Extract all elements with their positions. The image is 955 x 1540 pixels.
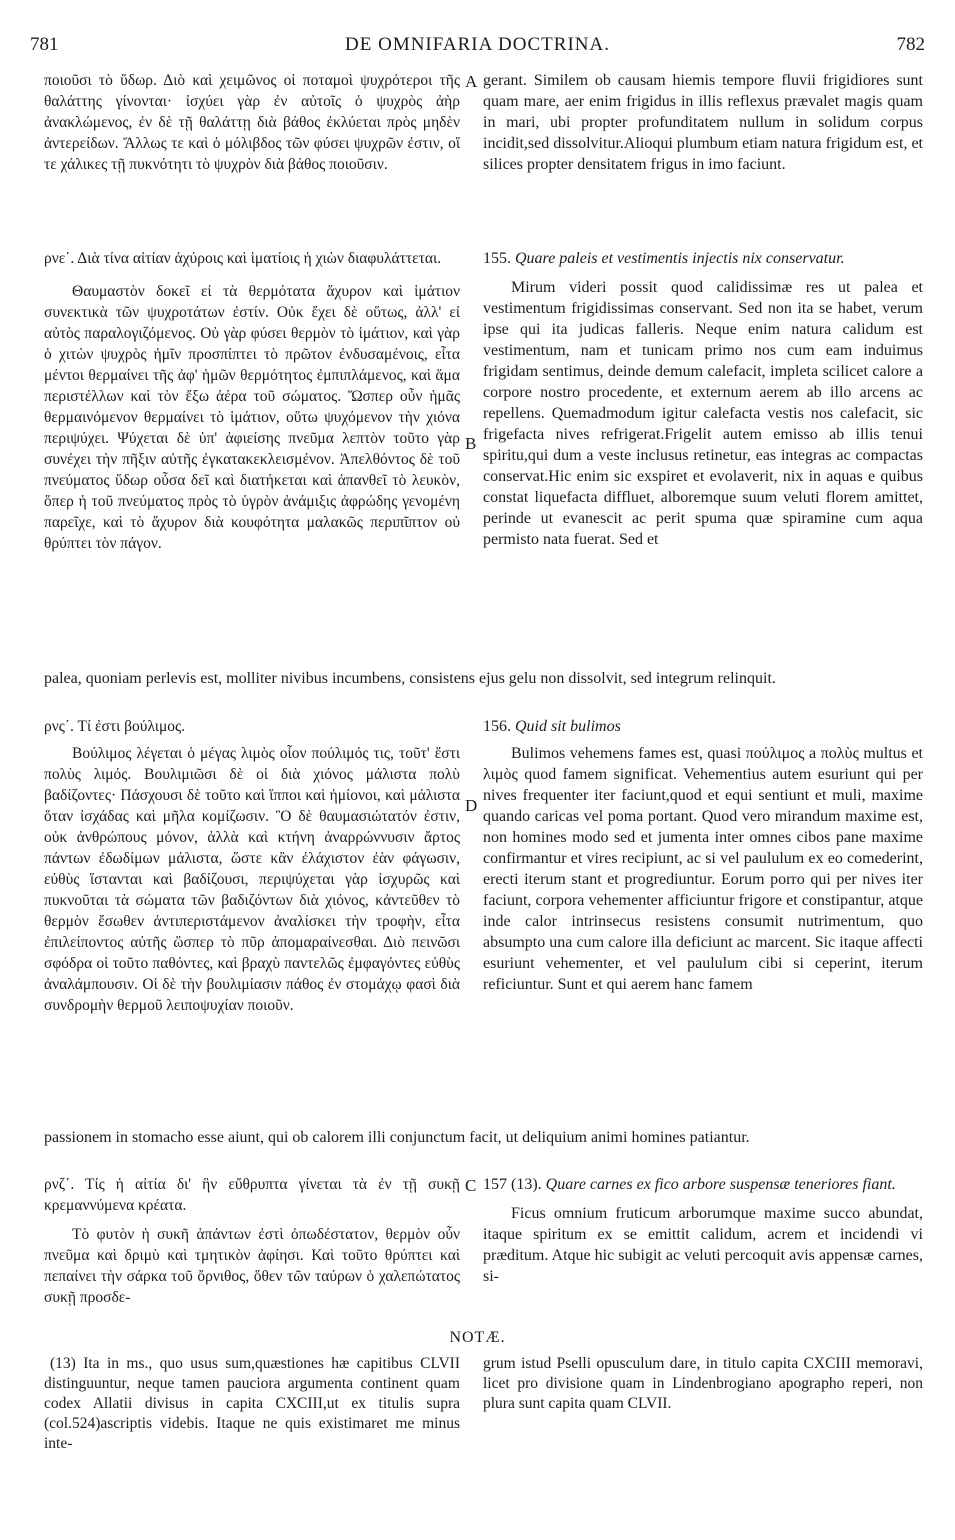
greek-paragraph-157: Τὸ φυτὸν ἡ συκῆ ἁπάντων ἐστὶ ὀπωδέστατον, θερμὸν οὖν πνεῦμα καὶ δριμὺ καὶ τμητικὸν ἀφίησι. Καὶ τοῦτο θρύπτει καὶ πεπαίνει τὴν σάρκα τοῦ ὄρνιθος, ὅθεν τῶν ταύρων ὁ χαλεπώτατος συκῇ προσδε- [44, 1226, 460, 1306]
latin-paragraph-157: Ficus omnium fruticum arborumque maxime succo abundat, itaque spiritum ex se emittit calidum, acrem et incidendi vi præditum. Atque hic subigit ac veluti percoquit avis appensæ carnes, si- [483, 1205, 923, 1285]
notes-heading: NOTÆ. [449, 1329, 506, 1346]
latin-heading-156 [483, 716, 923, 737]
latin-number-157: 157 (13). [483, 1176, 542, 1193]
latin-column-s157 [483, 1174, 923, 1287]
greek-column-s157 [44, 1174, 460, 1308]
latin-title-155: Quare paleis et vestimentis injectis nix conservatur. [515, 250, 845, 267]
page-number-left: 781 [30, 34, 59, 55]
margin-letter-d: D [465, 796, 478, 815]
latin-title-156: Quid sit bulimos [515, 718, 621, 735]
page-number-right: 782 [896, 34, 925, 55]
greek-heading-157: ρνζ΄. Τίς ἡ αἰτία δι' ἣν εὔθρυπτα γίνεται τὰ ἐν τῇ συκῇ κρεμαννύμενα κρέατα. [44, 1176, 460, 1214]
latin-paragraph-156: Bulimos vehemens fames est, quasi πούλιμος a πολὺς multus et λιμὸς quod famem significat. Vehementius autem esuriunt qui per nives frequenter iter faciunt,quod et equi sentiunt et muli, maxime quando caricas vel poma portant. Quod vero mirandum maxime est, non homines modo sed et jumenta inter omnes cibos pane maxime confirmantur et vires recipiunt, ac si vel paululum ex eo comederint, erecti iterum stant et progrediuntur. Eorum porro qui per nives iter faciunt, corpora vehementer afficiuntur frigore et constipantur, atque inde calor intrinsecus resistens consumit nutrimentum, quo absumpto una cum calore illa deficiunt ac marcent. Sic itaque affecti esuriunt vehementer, et vel paululum cibi si ceperint, iterum reficiuntur. Sunt et qui aerem hanc famem [483, 745, 923, 993]
greek-column-s156 [44, 716, 460, 1016]
latin-paragraph: gerant. Similem ob causam hiemis tempore fluvii frigidiores sunt quam mare, aer enim frigidus in illis reflexus prævalet magis quam in mari, ubi propter profunditatem nullum in solidum corpus incidit,sed dissolvitur.Alioqui plumbum etiam natura frigidum est, et silices propter densitatem frigus in imo faciunt. [483, 72, 923, 173]
greek-paragraph-155: Θαυμαστὸν δοκεῖ εἰ τὰ θερμότατα ἄχυρον καὶ ἱμάτιον συνεκτικὰ τῶν ψυχροτάτων ἐστίν. Οὐκ ἔχει δὲ οὕτως, ἀλλ' εἰ αὐτὸς παραλογιζόμενος. Οὐ γὰρ φύσει θερμὸν τὸ ἱμάτιον, καὶ γὰρ ὁ χιτὼν ψυχρὸς ἡμῖν προσπίπτει τὸ πρῶτον ἐνδυσαμένοις, εἶτα μέντοι θερμαίνει τῆς ἀφ' ἡμῶν θερμότητος ἐμπιπλάμενος, καὶ ἅμα περιστέλλων καὶ τὸν ἔξω ἀέρα τοῦ σώματος. Ὥσπερ οὖν ἡμᾶς θερμαινόμενον θερμαίνει τὸ ἱμάτιον, οὕτω ψυχόμενον τὴν χιόνα περιψύχει. Ψύχεται δὲ ὑπ' ἀφιείσης πνεῦμα λεπτὸν τοῦτο γὰρ συνέχει τὴν πῆξιν αὐτῆς ἐγκατακεκλεισμένον. Ἀπελθόντος δὲ τοῦ πνεύματος ὕδωρ οὖσα δεῖ καὶ διατήκεται καὶ ἀπανθεῖ τὸ λευκὸν, ὅπερ ἡ τοῦ πνεύματος πρὸς τὸ ὑγρὸν ἀνάμιξις ἀφρώδης γενομένη παρεῖχε, καὶ τὸ ἄχυρον διὰ κουφότητα μαλακῶς περιπῖπτον οὐ θρύπτει τὸν πάγον. [44, 283, 460, 552]
latin-column-s156 [483, 716, 923, 995]
latin-number-155: 155. [483, 250, 511, 267]
margin-letter-b: B [465, 434, 477, 453]
note-right-column: grum istud Pselli opusculum dare, in titulo capita CXCIII memoravi, licet pro divisione quam in Lindenbrogiano apographo reperi, non plura sunt capita quam CLVII. [483, 1355, 923, 1412]
latin-column-block1 [483, 70, 923, 175]
greek-column-block1 [44, 70, 460, 175]
note-left-column: (13) Ita in ms., quo usus sum,quæstiones hæ capitibus CLVII distinguuntur, neque tamen pauciora argumenta continent quam codex Allatii divisus in capita CXCIII,ut ex titulis supra (col.524)ascriptis videbis. Itaque ne quis existimaret me minus inte- [44, 1355, 460, 1452]
greek-paragraph-156: Βούλιμος λέγεται ὁ μέγας λιμὸς οἷον πούλιμός τις, τοῦτ' ἔστι πολὺς λιμός. Βουλιμιῶσι δὲ οἱ διὰ χιόνος μάλιστα πολὺ βαδίζοντες· Πάσχουσι δὲ τοῦτο καὶ ἵπποι καὶ ἡμίονοι, καὶ μάλιστα ὅταν ἰσχάδας καὶ μῆλα κομίζωσιν. Ὃ δὲ θαυμασιώτατόν ἐστιν, οὐκ ἀνθρώπους μόνον, ἀλλὰ καὶ κτήνη ἀναρρώννυσιν ἄρτος πάντων ἐδωδίμων μάλιστα, ὥστε κἂν ἐλάχιστον ἐὰν φάγωσιν, εὐθὺς ἵστανται καὶ βαδίζουσι, περιψύχεται γὰρ ἰσχυρῶς καὶ πυκνοῦται τὰ σώματα τῶν βαδιζόντων διὰ χιόνος, κἀντεῦθεν τὸ θερμὸν ἔσωθεν ἀντιπεριστάμενον ἀναλίσκει τὴν τροφὴν, εἶτα ἐπιλείποντος αὐτῆς ὥσπερ τὸ πῦρ ἀπομαραίνεσθαι. Διὸ πεινῶσι σφόδρα οἱ τοῦτο παθόντες, καὶ βραχὺ παντελῶς ἐμφαγόντες εὐθὺς ἀναλάμπουσιν. Οἱ δὲ τὴν βουλιμίασιν πάθος ἐν στομάχῳ φασὶ διὰ συνδρομὴν θερμοῦ λειποψυχίαν ποιοῦν. [44, 745, 460, 1014]
running-header [30, 34, 925, 58]
running-title: DE OMNIFARIA DOCTRINA. [345, 34, 610, 55]
greek-paragraph: ποιοῦσι τὸ ὕδωρ. Διὸ καὶ χειμῶνος οἱ ποταμοὶ ψυχρότεροι τῆς θαλάττης γίνονται· ἰσχύει γὰρ ἐν αὐτοῖς ὁ ψυχρὸς ἀὴρ ἀνακλώμενος, ἐν δὲ τῇ θαλάττῃ διὰ βάθος ἐκλύεται πρὸς μηδὲν ἀντερείδων. Ἄλλως τε καὶ ὁ μόλιβδος τῶν φύσει ψυχρῶν ἐστιν, οἵ τε χάλικες τῇ πυκνότητι τὸ ψυχρὸν διὰ βάθος ποιοῦσιν. [44, 72, 460, 173]
greek-heading-155: ρνε΄. Διὰ τίνα αἰτίαν ἀχύροις καὶ ἱματίοις ἡ χιὼν διαφυλάττεται. [44, 250, 441, 267]
latin-heading-155 [483, 248, 923, 269]
latin-heading-157 [483, 1174, 923, 1195]
greek-column-s155 [44, 248, 460, 554]
greek-heading-156: ρνς΄. Τί ἐστι βούλιμος. [44, 718, 186, 735]
latin-column-s155 [483, 248, 923, 550]
full-width-text-156: passionem in stomacho esse aiunt, qui ob calorem illi conjunctum facit, ut deliquium animi homines patiantur. [44, 1129, 750, 1146]
latin-title-157: Quare carnes ex fico arbore suspensæ teneriores fiant. [545, 1176, 896, 1193]
margin-letter-c: C [465, 1176, 477, 1195]
latin-number-156: 156. [483, 718, 511, 735]
full-width-text-155: palea, quoniam perlevis est, molliter nivibus incumbens, consistens ejus gelu non dissolvit, sed integrum relinquit. [44, 670, 776, 687]
latin-paragraph-155: Mirum videri possit quod calidissimæ res ut palea et vestimentum frigidissimas conservant. Sed non ita se habet, verum ipse qui ita judicas falleris. Neque enim natura calidum est vestimentum, nam et tunicam primo nos cum eam induimus frigidam sentimus, deinde demum calefacit, impleta scilicet calore a corpore nostro procedente, et externum aerem ab illo arcens ac repellens. Quemadmodum igitur calefacta vestis nos calefacit, sic frigefacta nives refrigerat.Frigelit autem emisso ab illis tenui spiritu,qui dum a veste inclusus retinetur, eas integras ac compactas conservat.Hic enim sic exspiret et evolaverit, nix in aquas e quibus constat liquefacta diffluet, alboremque suum veluti florem amittet, perinde ut evanescit ac perit spuma quæ spiramine cum aqua permisto nata fuerat. Sed et [483, 279, 923, 548]
margin-letter-a: A [465, 72, 478, 91]
